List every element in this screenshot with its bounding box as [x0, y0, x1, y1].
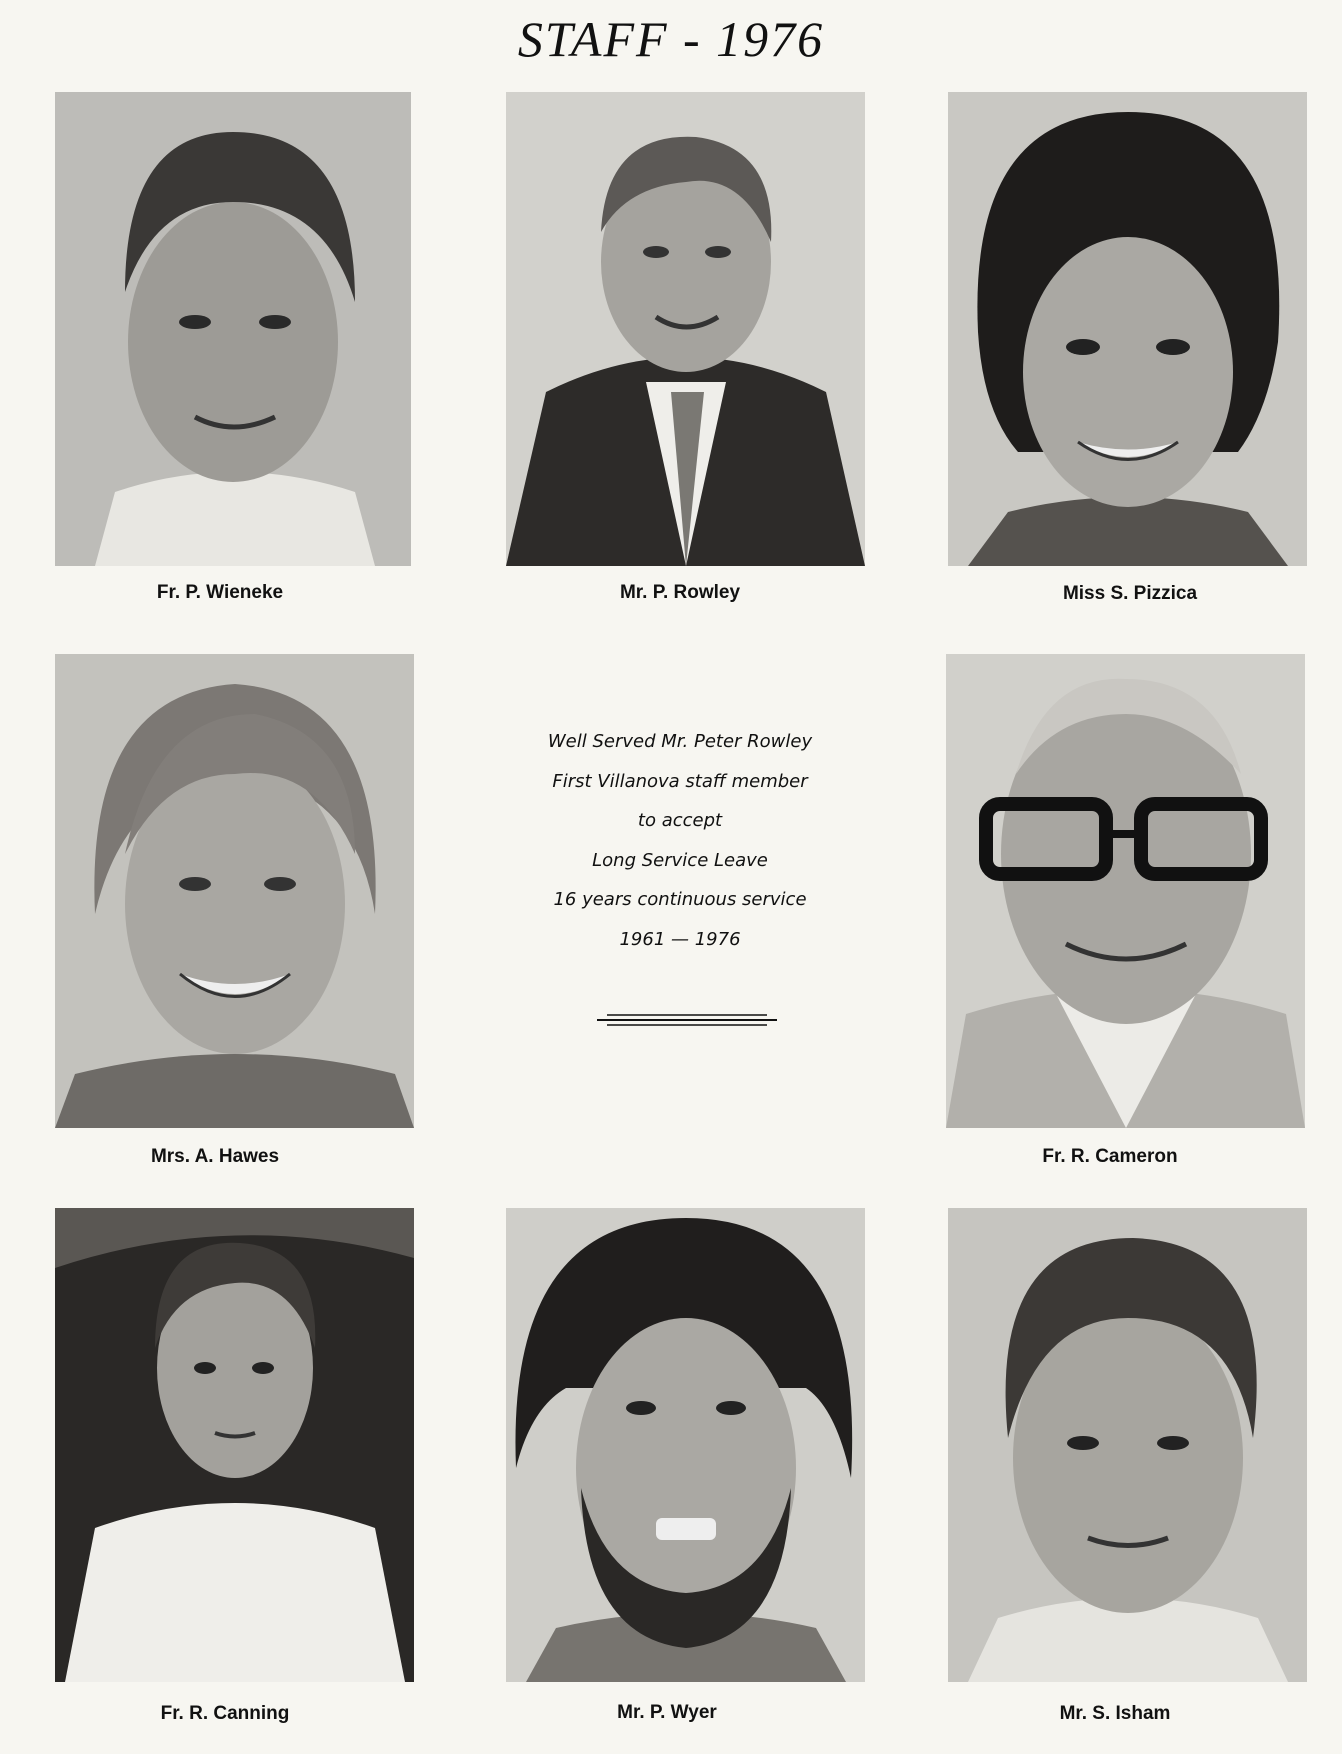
- staff-caption-isham: Mr. S. Isham: [1059, 1703, 1171, 1724]
- staff-photo-wieneke: [55, 92, 411, 566]
- tribute-line: to accept: [637, 810, 723, 831]
- staff-caption-hawes: Mrs. A. Hawes: [150, 1146, 280, 1167]
- staff-caption-canning: Fr. R. Canning: [160, 1703, 290, 1724]
- staff-photo-rowley: [506, 92, 865, 566]
- page-title: STAFF - 1976: [517, 11, 825, 67]
- tribute-text: [470, 722, 890, 959]
- staff-photo-pizzica: [948, 92, 1307, 566]
- staff-caption-wyer: Mr. P. Wyer: [617, 1702, 717, 1723]
- staff-caption-pizzica: Miss S. Pizzica: [1062, 583, 1198, 604]
- staff-photo-wyer: [506, 1208, 865, 1682]
- staff-photo-isham: [948, 1208, 1307, 1682]
- staff-caption-rowley: Mr. P. Rowley: [619, 582, 741, 603]
- tribute-line: 16 years continuous service: [553, 889, 807, 910]
- tribute-line: Long Service Leave: [592, 849, 768, 871]
- tribute-line: 1961 — 1976: [619, 928, 741, 950]
- tribute-line: First Villanova staff member: [552, 770, 808, 792]
- decorative-rule: [597, 1013, 777, 1027]
- staff-photo-cameron: [946, 654, 1305, 1128]
- staff-photo-hawes: [55, 654, 414, 1128]
- staff-caption-wieneke: Fr. P. Wieneke: [156, 582, 284, 603]
- tribute-line: Well Served Mr. Peter Rowley: [547, 731, 813, 752]
- staff-photo-canning: [55, 1208, 414, 1682]
- staff-caption-cameron: Fr. R. Cameron: [1042, 1146, 1178, 1167]
